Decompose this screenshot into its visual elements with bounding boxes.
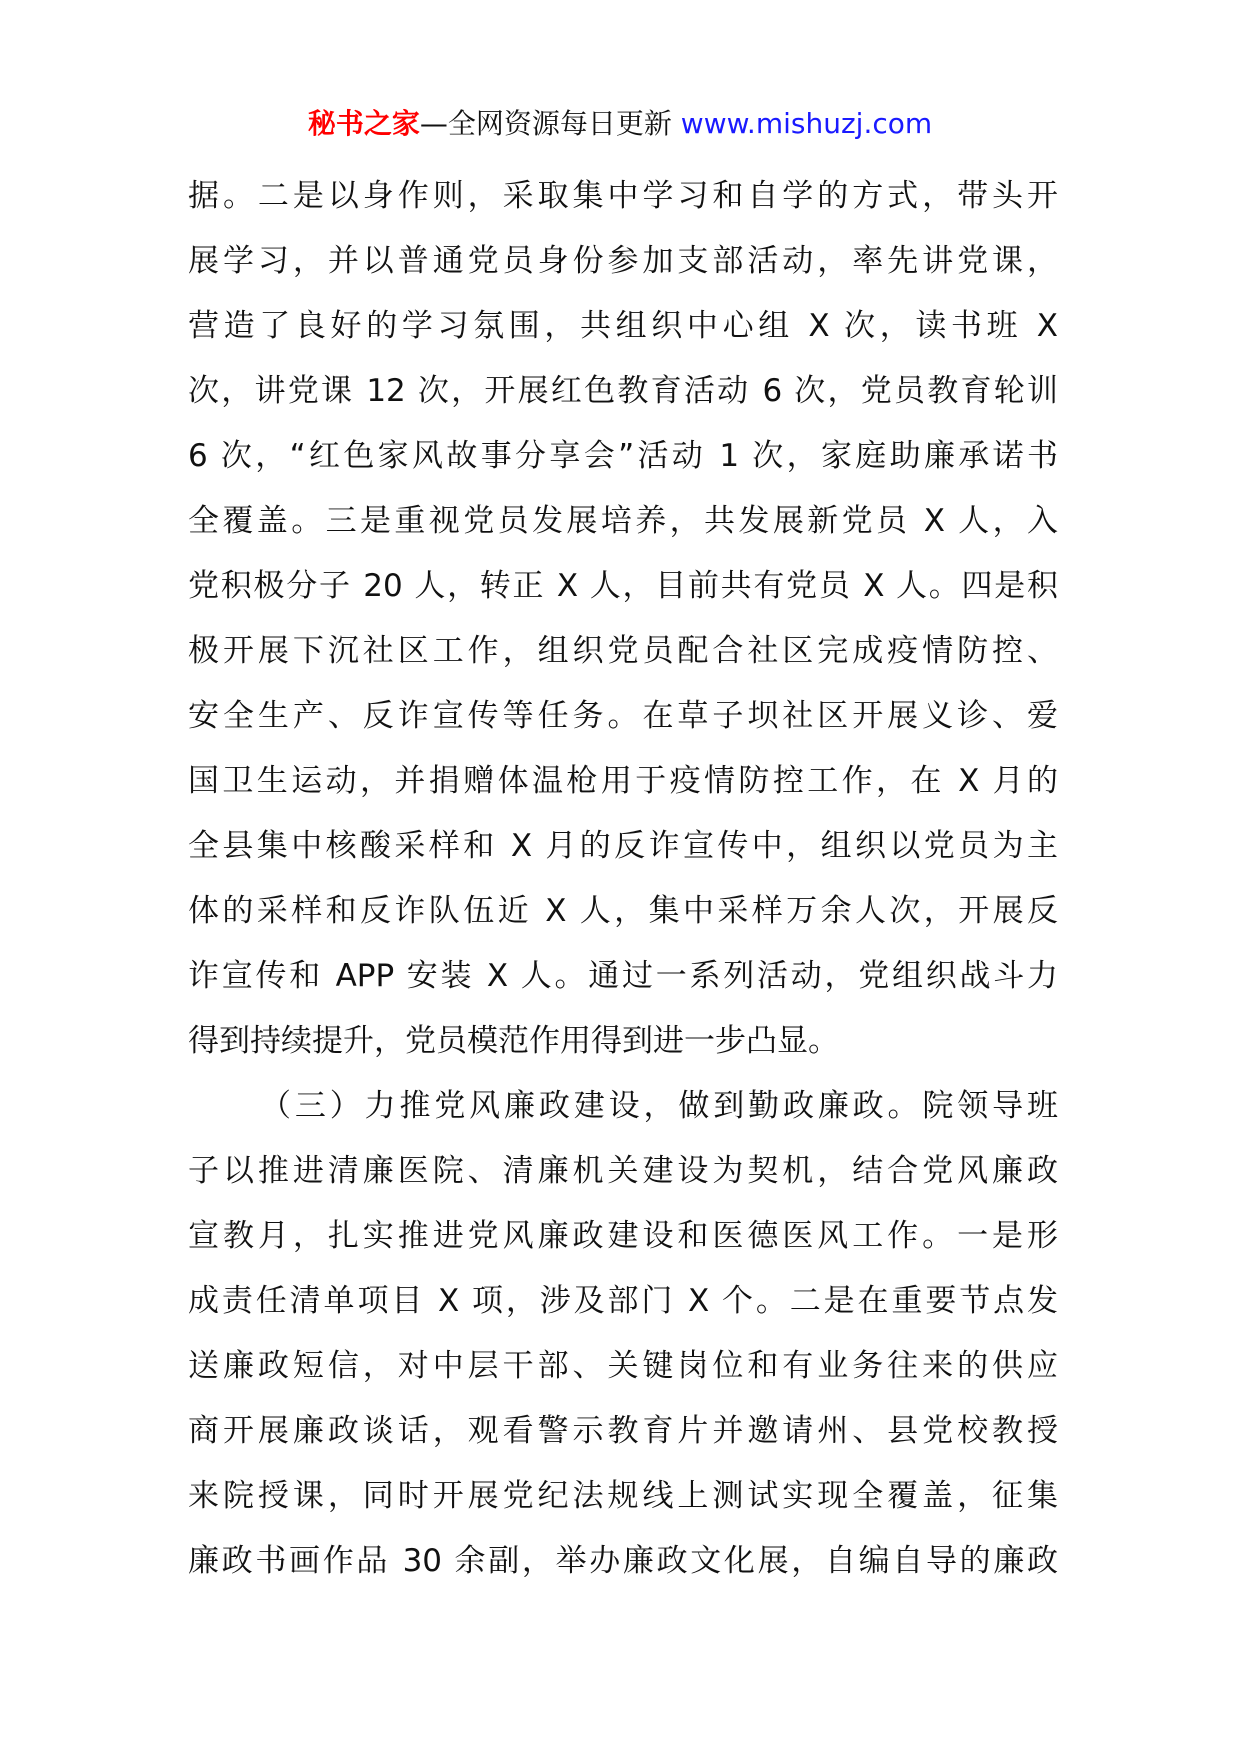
website-link[interactable]: www.mishuzj.com bbox=[680, 107, 933, 140]
text-line: 据。二是以身作则，采取集中学习和自学的方式，带头开 bbox=[188, 178, 1058, 214]
text-line: 子以推进清廉医院、清廉机关建设为契机，结合党风廉政 bbox=[188, 1153, 1058, 1189]
text-line: 安全生产、反诈宣传等任务。在草子坝社区开展义诊、爱 bbox=[188, 698, 1058, 734]
text-line: 营造了良好的学习氛围，共组织中心组 X 次，读书班 X bbox=[188, 308, 1058, 344]
text-line: 宣教月，扎实推进党风廉政建设和医德医风工作。一是形 bbox=[188, 1218, 1058, 1254]
brand-name: 秘书之家 bbox=[307, 107, 420, 140]
text-line: 体的采样和反诈队伍近 X 人，集中采样万余人次，开展反 bbox=[188, 893, 1058, 929]
text-line: 党积极分子 20 人，转正 X 人，目前共有党员 X 人。四是积 bbox=[188, 568, 1058, 604]
text-line: 成责任清单项目 X 项，涉及部门 X 个。二是在重要节点发 bbox=[188, 1283, 1058, 1319]
text-line: 6 次，“红色家风故事分享会”活动 1 次，家庭助廉承诺书 bbox=[188, 438, 1058, 474]
page-header bbox=[0, 104, 1240, 144]
text-line: 全县集中核酸采样和 X 月的反诈宣传中，组织以党员为主 bbox=[188, 828, 1058, 864]
text-line: 来院授课，同时开展党纪法规线上测试实现全覆盖，征集 bbox=[188, 1478, 1058, 1514]
text-line: 商开展廉政谈话，观看警示教育片并邀请州、县党校教授 bbox=[188, 1413, 1058, 1449]
text-line: 极开展下沉社区工作，组织党员配合社区完成疫情防控、 bbox=[188, 633, 1058, 669]
header-tagline: —全网资源每日更新 bbox=[419, 107, 672, 140]
text-line: 国卫生运动，并捐赠体温枪用于疫情防控工作，在 X 月的 bbox=[188, 763, 1058, 799]
section-heading-line: （三）力推党风廉政建设，做到勤政廉政。院领导班 bbox=[260, 1088, 1058, 1124]
text-line: 送廉政短信，对中层干部、关键岗位和有业务往来的供应 bbox=[188, 1348, 1058, 1384]
text-line: 诈宣传和 APP 安装 X 人。通过一系列活动，党组织战斗力 bbox=[188, 958, 1058, 994]
text-line: 廉政书画作品 30 余副，举办廉政文化展，自编自导的廉政 bbox=[188, 1543, 1058, 1579]
paragraph-end-line: 得到持续提升，党员模范作用得到进一步凸显。 bbox=[188, 1023, 839, 1059]
text-line: 次，讲党课 12 次，开展红色教育活动 6 次，党员教育轮训 bbox=[188, 373, 1058, 409]
document-body bbox=[188, 164, 1058, 1594]
text-line: 展学习，并以普通党员身份参加支部活动，率先讲党课， bbox=[188, 243, 1058, 279]
text-line: 全覆盖。三是重视党员发展培养，共发展新党员 X 人，入 bbox=[188, 503, 1058, 539]
